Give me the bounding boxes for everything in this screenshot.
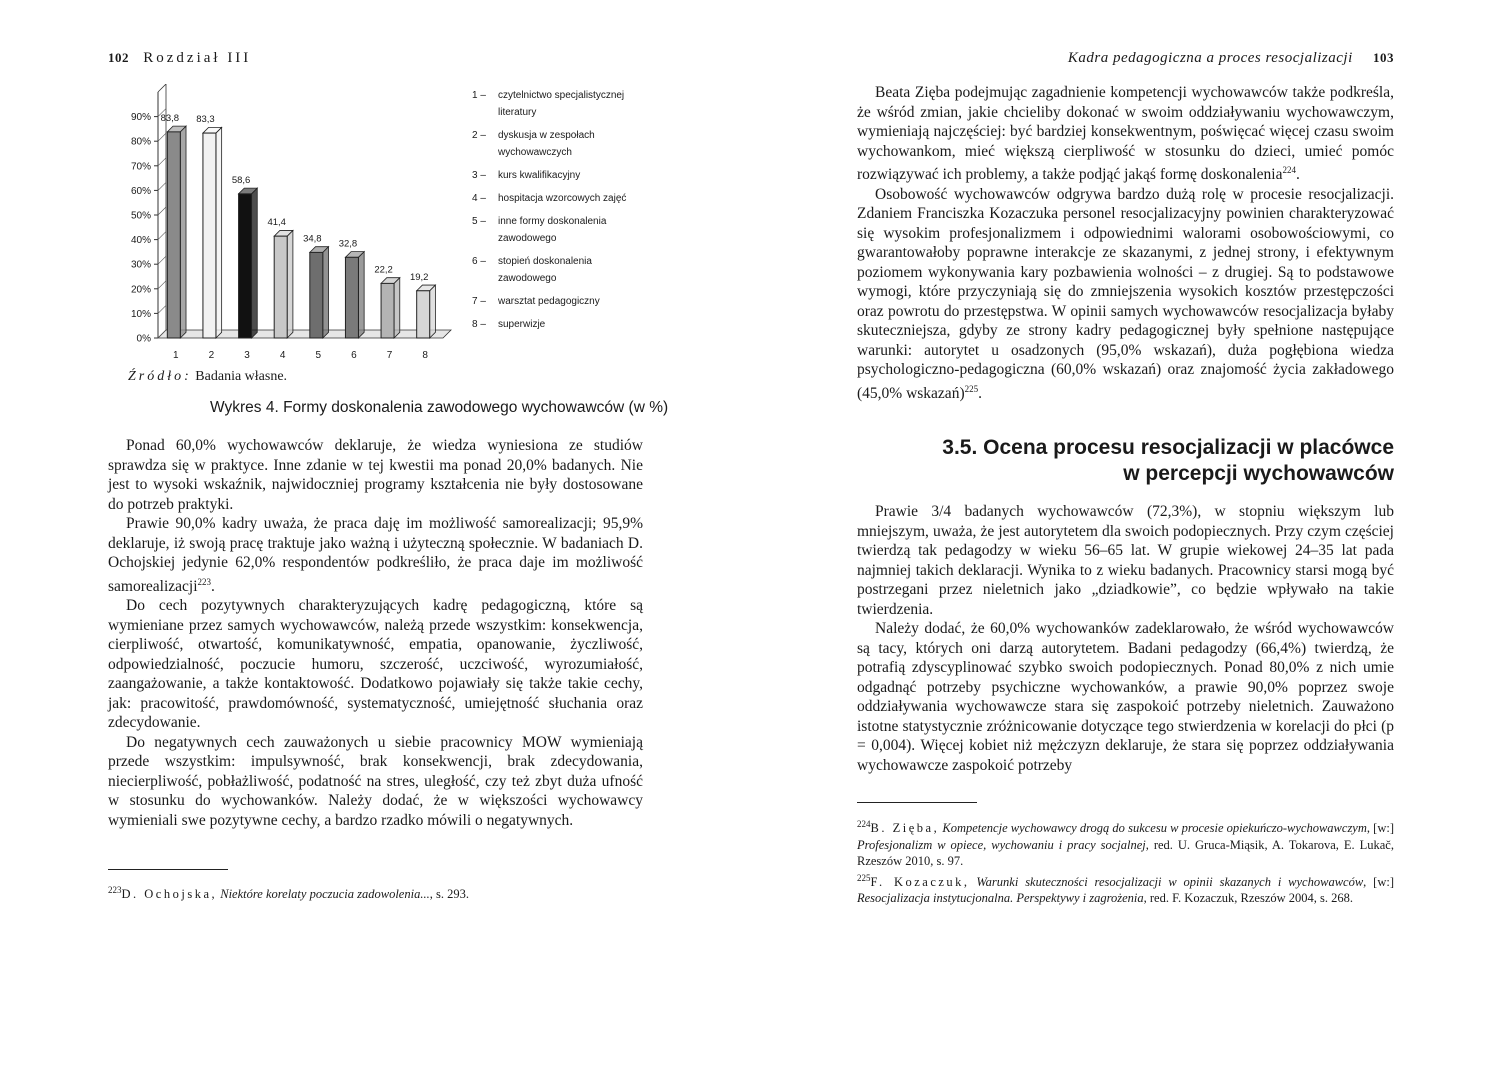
legend-number: 3 –: [472, 170, 486, 181]
footnote-mid: , [w:]: [1363, 874, 1394, 889]
paragraph-text: Ponad 60,0% wychowawców deklaruje, że wiedza wyniesiona ze studiów sprawdza się w praktyce. Inne zdanie w tej kwestii ma ponad 20,0% badanych. Nie jest to wysoki wskaźnik, najwidoczniej programy kształcenia nie były dostosowane do potrzeb praktyki.: [108, 437, 643, 513]
footnote-title2: Resocjalizacja instytucjonalna. Perspektywy i zagrożenia: [857, 891, 1144, 906]
legend-text: czytelnictwo specjalistycznej literatury: [498, 90, 625, 118]
chart-source: [128, 369, 287, 385]
footnote-rest: , red. F. Kozaczuk, Rzeszów 2004, s. 268.: [1143, 891, 1354, 906]
footnote-number: 223: [108, 885, 122, 895]
paragraph-text: Do cech pozytywnych charakteryzujących kadrę pedagogiczną, które są wymieniane przez samych wychowawców, należą przede wszystkim: konsekwencja, cierpliwość, otwartość, komunikatywność, empatia, opanowanie, życzliwość, odpowiedzialność, poczucie humoru, szczerość, uczciwość, wyrozumiałość, zaangażowanie, a także kontaktowość. Dodatkowo pojawiały się także takie cechy, jak: pracowitość, prawdomówność, systematyczność, umiejętność słuchania oraz zdecydowanie.: [108, 597, 643, 732]
x-tick-label: 6: [351, 350, 357, 361]
left-page-number: 102: [108, 50, 129, 65]
y-tick-depth: [158, 182, 166, 190]
legend-number: 4 –: [472, 193, 486, 204]
footnote-number: 225: [857, 872, 871, 883]
data-label: 41,4: [267, 217, 286, 229]
footnote-rest: , s. 293.: [429, 887, 469, 902]
footnote-title2: Profesjonalizm w opiece, wychowaniu i pracy socjalnej: [857, 837, 1146, 852]
bar-side: [394, 278, 400, 338]
footnote-224: [857, 816, 1394, 870]
y-tick-label: 80%: [130, 136, 151, 148]
legend-item: [472, 213, 642, 247]
y-tick-label: 90%: [130, 112, 151, 124]
bar-side: [358, 252, 364, 338]
bar: [167, 132, 180, 338]
paragraph-text: Osobowość wychowawców odgrywa bardzo dużą rolę w procesie resocjalizacji. Zdaniem Franciszka Kozaczuka personel resocjalizacyjny powinien charakteryzować się wysokim profesjonalizmem i odpowiednimi walorami osobowościowymi, co gwarantowałoby poprawne interakcje ze skazanymi, z jednej strony, i efektywnym poziomem wykonywania kary pozbawienia wolności – z drugiej. Są to podstawowe wymogi, które przyczyniają się do zmniejszenia wysokich kosztów przestępczości oraz powrotu do przestępstwa. W opinii samych wychowawców resocjalizacja byłaby skuteczniejsza, gdyby ze strony kadry pedagogicznej były spełnione następujące warunki: autorytet u osadzonych (95,0% wskazań), duża pogłębiona wiedza psychologiczno-pedagogiczna (60,0% wskazań) oraz znajomość życia zakładowego (45,0% wskazań): [857, 185, 1394, 402]
bar-side: [287, 230, 293, 338]
legend-number: 5 –: [472, 216, 486, 227]
x-tick-label: 8: [422, 350, 428, 361]
x-tick-label: 2: [208, 350, 215, 361]
source-label: Źródło:: [128, 369, 192, 384]
footnote-rule: [108, 869, 228, 870]
paragraph: Prawie 90,0% kadry uważa, że praca daję im możliwość samorealizacji; 95,9% deklaruje, iż swoją pracę traktuje jako ważną i użyteczną społecznie. W badaniach D. Ochojskiej jedynie 62,0% respondentów podkreśliło, że praca daje im możliwość samorealizacji$^{223}$.: [108, 515, 643, 595]
bar: [274, 236, 287, 338]
bar: [310, 252, 323, 338]
right-page: [750, 0, 1500, 1066]
legend-text: hospitacja wzorcowych zajęć: [498, 193, 627, 204]
legend-item: [472, 87, 642, 121]
y-tick-label: 40%: [130, 235, 151, 247]
legend-item: [472, 190, 642, 207]
y-tick-depth: [158, 256, 166, 264]
legend-item: [472, 127, 642, 161]
chapter-title: Rozdział III: [143, 50, 252, 66]
paragraph: [108, 596, 643, 733]
footnote-title: Kompetencje wychowawcy drogą do sukcesu w procesie opiekuńczo-wychowawczym: [942, 821, 1367, 836]
y-tick-label: 30%: [130, 259, 151, 271]
right-footnotes: [857, 816, 1394, 907]
chart-caption: Wykres 4. Formy doskonalenia zawodowego wychowawców (w %): [210, 399, 669, 416]
y-tick-label: 0%: [136, 333, 151, 345]
y-tick-depth: [158, 207, 166, 215]
right-page-number: 103: [1373, 50, 1394, 65]
left-body-text: [108, 436, 643, 830]
y-tick-label: 60%: [130, 185, 151, 197]
footnote-rest: , red. U. Gruca-Miąsik, A. Tokarova, E. Lukač, Rzeszów 2010, s. 97.: [857, 837, 1394, 869]
footnote-mid: , [w:]: [1366, 821, 1394, 836]
data-label: 83,3: [196, 114, 215, 126]
data-label: 34,8: [303, 233, 322, 245]
paragraph-text: Należy dodać, że 60,0% wychowanków zadeklarowało, że wśród wychowawców są tacy, których oni darzą autorytetem. Badani pedagodzy (66,4%) twierdzą, że potrafią zdyscyplinować szybko swoich podopiecznych. Ponad 80,0% z nich umie odgadnąć potrzeby psychiczne wychowanków, a prawie 90,0% poprzez swoje oddziaływania wychowawcze stara się zaspokoić potrzeby nieletnich. Zauważono istotne statystycznie zróżnicowanie dotyczące tego stwierdzenia w korelacji do płci (p = 0,004). Więcej kobiet niż mężczyzn deklaruje, że stara się poprzez oddziaływania wychowawcze zaspokoić potrzeby: [857, 620, 1394, 774]
footnote-author: D. Ochojska,: [121, 887, 218, 902]
paragraph: [108, 733, 643, 831]
x-tick-label: 7: [386, 350, 393, 361]
section-heading-line: w percepcji wychowawców: [1123, 462, 1394, 485]
legend-text: kurs kwalifikacyjny: [498, 170, 581, 181]
bar-side: [216, 127, 222, 338]
legend-text: stopień doskonalenia zawodowego: [498, 256, 592, 284]
legend-number: 1 –: [472, 90, 486, 101]
bar: [203, 133, 216, 338]
data-label: 22,2: [374, 264, 393, 276]
legend-number: 2 –: [472, 130, 486, 141]
paragraph: Beata Zięba podejmując zagadnienie kompetencji wychowawców także podkreśla, że wśród zmian, jakie chcieliby dokonać w swoim oddziaływaniu wychowawczym, wymieniają najczęściej: być bardziej konsekwentnym, poświęcać więcej czasu swoim wychowankom, mieć większą cierpliwość w stosunku do dzieci, umieć pomóc rozwiązywać ich problemy, a także podjąć jakąś formę doskonalenia$^{224}$.: [857, 84, 1394, 184]
legend-number: 7 –: [472, 296, 486, 307]
legend-item: [472, 316, 642, 333]
paragraph-text: Do negatywnych cech zauważonych u siebie pracownicy MOW wymieniają przede wszystkim: impulsywność, brak konsekwencji, brak zdecydowania, niecierpliwość, pobłażliwość, podatność na stres, uległość, czy też zbyt duża ufność w stosunku do wychowanków. Należy dodać, że w większości wychowawcy wymieniali swe pozytywne cechy, a bardzo rzadko mówili o negatywnych.: [108, 733, 643, 829]
footnote-225: [857, 870, 1394, 907]
chart-legend: [472, 87, 642, 339]
x-tick-label: 3: [244, 350, 250, 361]
y-tick-label: 50%: [130, 210, 151, 222]
legend-item: [472, 253, 642, 287]
right-body-bottom: [857, 502, 1394, 775]
left-running-header: [108, 50, 251, 67]
bar-side: [323, 247, 329, 338]
section-heading-line: 3.5. Ocena procesu resocjalizacji w placówce: [942, 436, 1394, 459]
bar-side: [430, 285, 436, 338]
footnote-number: 224: [857, 819, 871, 829]
source-text: Badania własne.: [195, 369, 288, 384]
footnote-ref[interactable]: 223: [197, 576, 212, 587]
paragraph-text: Beata Zięba podejmując zagadnienie kompetencji wychowawców także podkreśla, że wśród zmian, jakie chcieliby dokonać w swoim oddziaływaniu wychowawczym, wymieniają najczęściej: być bardziej konsekwentnym, poświęcać więcej czasu swoim wychowankom, mieć większą cierpliwość w stosunku do dzieci, umieć pomóc rozwiązywać ich problemy, a także podjąć jakąś formę doskonalenia: [857, 84, 1394, 184]
y-tick-label: 20%: [130, 284, 151, 296]
footnote-ref[interactable]: 224: [1282, 165, 1296, 175]
running-title: Kadra pedagogiczna a proces resocjalizacji: [1067, 50, 1353, 66]
paragraph-text: Prawie 90,0% kadry uważa, że praca daję im możliwość samorealizacji; 95,9% deklaruje, iż swoją pracę traktuje jako ważną i użyteczną społecznie. W badaniach D. Ochojskiej jedynie 62,0% respondentów podkreśliło, że praca daje im możliwość samorealizacji: [108, 515, 643, 595]
y-tick-depth: [158, 133, 166, 141]
legend-number: 8 –: [472, 319, 486, 330]
y-tick-depth: [158, 305, 166, 313]
bar: [239, 194, 252, 338]
legend-number: 6 –: [472, 256, 486, 267]
bar: [381, 283, 394, 338]
y-tick-label: 70%: [130, 161, 151, 173]
section-heading: [870, 435, 1394, 487]
y-tick-depth: [158, 281, 166, 289]
data-label: 32,8: [338, 238, 358, 250]
legend-item: [472, 167, 642, 184]
bar-side: [180, 126, 186, 338]
x-tick-label: 5: [315, 350, 322, 361]
right-running-header: [1068, 50, 1394, 67]
legend-text: warsztat pedagogiczny: [498, 296, 600, 307]
legend-item: [472, 293, 642, 310]
paragraph: [108, 436, 643, 514]
footnote-author: B. Zięba,: [870, 821, 940, 836]
footnote-author: F. Kozaczuk,: [870, 874, 970, 889]
data-label: 19,2: [409, 271, 429, 283]
paragraph-text: Prawie 3/4 badanych wychowawców (72,3%), w stopniu większym lub mniejszym, uważa, że jest autorytetem dla swoich podopiecznych. Przy czym częściej twierdzą tak pedagodzy w wieku 56–65 lat. W grupie wiekowej 24–35 lat pada najmniej takich deklaracji. Wynika to z wieku badanych. Pracownicy starsi mogą być postrzegani przez nieletnich jako „dziadkowie”, co będzie wpływało na takie twierdzenia.: [857, 503, 1394, 618]
footnote-rule: [857, 802, 977, 803]
bar: [417, 291, 430, 338]
chart-floor: [158, 330, 451, 338]
footnote-223: [108, 882, 643, 903]
chart-wall-edge: [158, 84, 166, 92]
y-tick-depth: [158, 158, 166, 166]
y-tick-label: 10%: [130, 308, 151, 320]
data-label: 83,8: [160, 112, 180, 124]
paragraph: Osobowość wychowawców odgrywa bardzo dużą rolę w procesie resocjalizacji. Zdaniem Franciszka Kozaczuka personel resocjalizacyjny powinien charakteryzować się wysokim profesjonalizmem i odpowiednimi walorami osobowościowymi, co gwarantowałoby poprawne interakcje ze skazanymi, z jednej strony, i efektywnym poziomem wykonywania kary pozbawienia wolności – z drugiej. Są to podstawowe wymogi, które przyczyniają się do zmniejszenia wysokich kosztów przestępczości oraz powrotu do przestępstwa. W opinii samych wychowawców resocjalizacja byłaby skuteczniejsza, gdyby ze strony kadry pedagogicznej były spełnione następujące warunki: autorytet u osadzonych (95,0% wskazań), duża pogłębiona wiedza psychologiczno-pedagogiczna (60,0% wskazań) oraz znajomość życia zakładowego (45,0% wskazań)$^{225}$.: [857, 185, 1394, 402]
x-tick-label: 4: [279, 350, 286, 361]
bar: [345, 257, 358, 338]
footnote-title: Warunki skuteczności resocjalizacji w opinii skazanych i wychowawców: [976, 874, 1364, 889]
legend-text: superwizje: [498, 319, 546, 330]
bar-side: [252, 188, 258, 338]
x-tick-label: 1: [173, 350, 179, 361]
paragraph: [857, 502, 1394, 619]
legend-text: dyskusja w zespołach wychowawczych: [498, 130, 595, 158]
right-body-top: [857, 83, 1394, 403]
bar-chart: [118, 84, 463, 364]
y-tick-depth: [158, 232, 166, 240]
legend-text: inne formy doskonalenia zawodowego: [498, 216, 607, 244]
data-label: 58,6: [231, 174, 251, 186]
paragraph: [857, 619, 1394, 775]
footnote-title: Niektóre korelaty poczucia zadowolenia...: [220, 887, 430, 902]
footnote-ref[interactable]: 225: [964, 383, 979, 394]
